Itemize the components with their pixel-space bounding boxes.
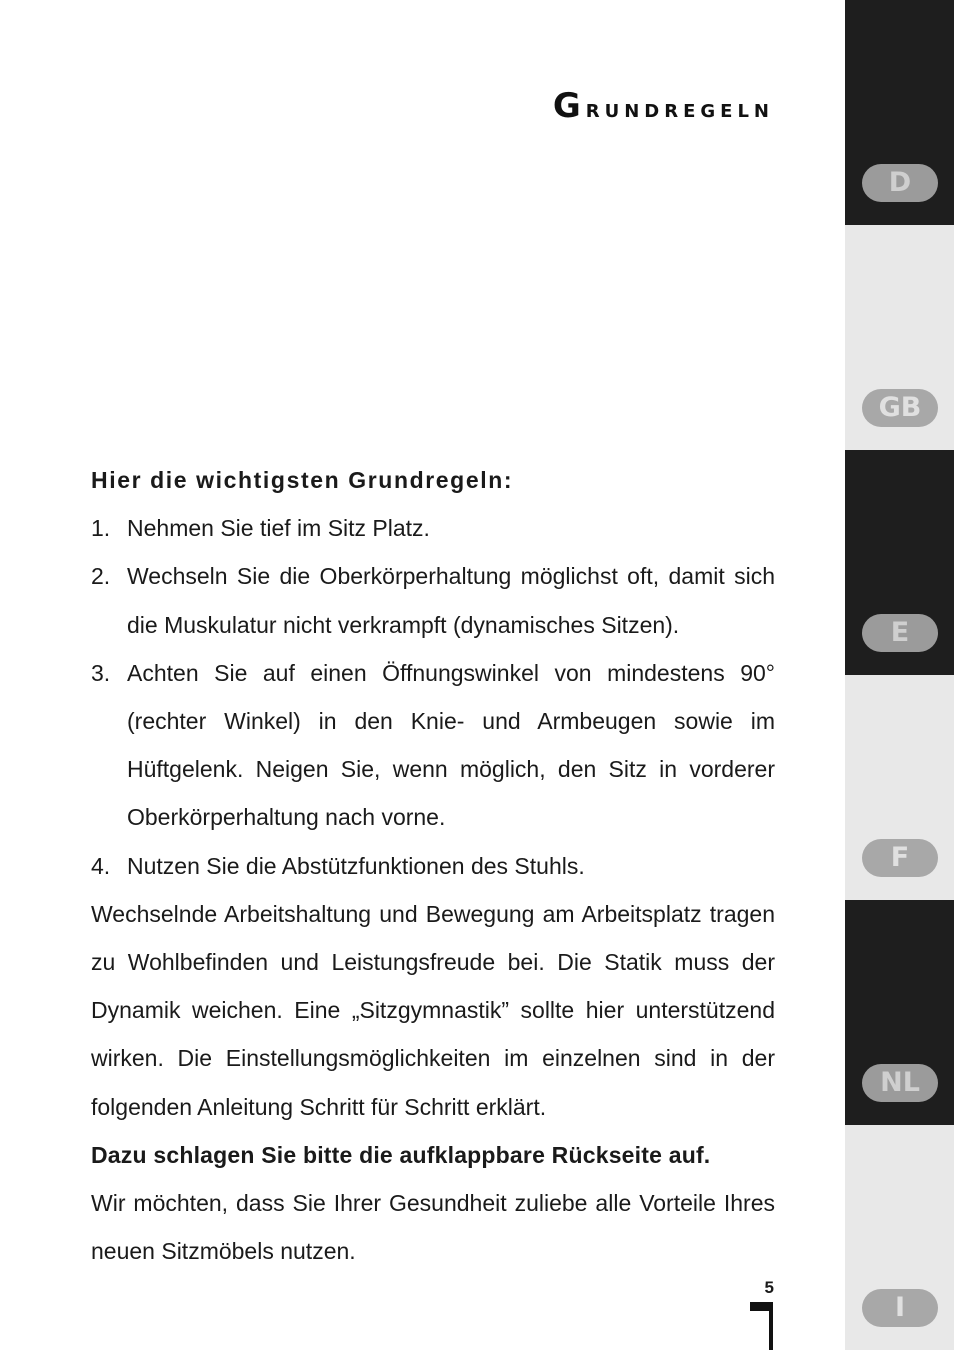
list-item [91,842,775,890]
language-tab-label: D [862,164,938,202]
language-tab-label: F [862,839,938,877]
page-title [553,86,774,126]
list-item-text: Wechseln Sie die Oberkörperhaltung möglichst oft, damit sich die Muskulatur nicht verkrampft (dynamisches Sitzen). [127,563,775,638]
list-item-text: Achten Sie auf einen Öffnungswinkel von mindestens 90° (rechter Winkel) in den Knie- und Armbeugen sowie im Hüftgelenk. Neigen Sie, wenn möglich, den Sitz in vorderer Oberkörperhaltung nach vorne. [127,659,775,831]
rules-heading: Hier die wichtigsten Grundregeln: [91,467,514,493]
list-item-text: Nutzen Sie die Abstützfunktionen des Stuhls. [127,852,585,879]
language-tab-i[interactable] [845,1125,954,1350]
language-tab-f[interactable] [845,675,954,900]
language-tab-d[interactable] [845,0,954,225]
list-item-text: Nehmen Sie tief im Sitz Platz. [127,515,430,542]
list-item-number: 3. [91,659,111,686]
language-tab-label: E [862,614,938,652]
language-tab-label: NL [862,1064,938,1102]
list-item-number: 4. [91,852,111,879]
list-item [91,649,775,842]
language-tab-label: I [862,1289,938,1327]
list-item-number: 2. [91,563,111,590]
page-title-initial: G [552,86,586,126]
list-item [91,504,775,552]
language-tab-gb[interactable] [845,225,954,450]
language-tab-e[interactable] [845,450,954,675]
body-paragraph: Wechselnde Arbeitshaltung und Bewegung am Arbeitsplatz tragen zu Wohlbefinden und Leistungsfreude bei. Die Statik muss der Dynamik weichen. Eine „Sitzgymnastik” sollte hier unterstützend wirken. Die Einstellungsmöglichkeiten im einzelnen sind in der folgenden Anleitung Schritt für Schritt erklärt. [91,900,775,1120]
list-item [91,552,775,648]
language-tab-label: GB [862,389,938,427]
page-corner-mark-vertical [769,1302,773,1350]
closing-paragraph: Wir möchten, dass Sie Ihrer Gesundheit zuliebe alle Vorteile Ihres neuen Sitzmöbels nutzen. [91,1190,775,1265]
language-tab-nl[interactable] [845,900,954,1125]
language-tabs [845,0,954,1350]
list-item-number: 1. [91,515,111,542]
page-title-rest: rundregeln [585,94,774,124]
instruction-bold: Dazu schlagen Sie bitte die aufklappbare Rückseite auf. [91,1141,711,1168]
page-number: 5 [764,1278,774,1297]
main-content [91,456,775,1275]
